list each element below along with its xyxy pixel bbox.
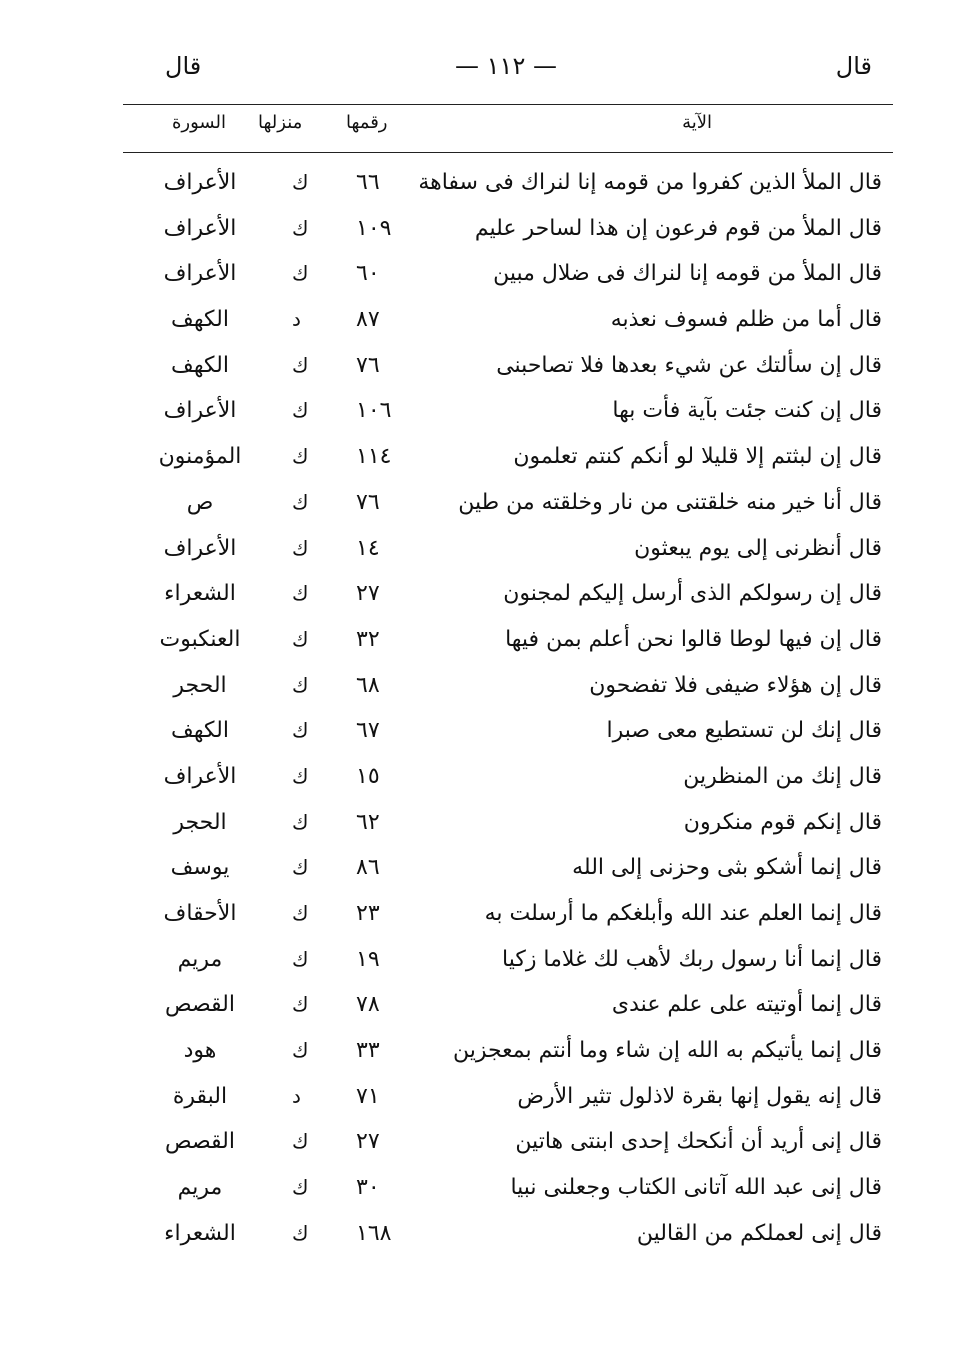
table-row bbox=[120, 895, 892, 941]
verse-text: قال الملأ من قوم فرعون إن هذا لساحر عليم bbox=[474, 215, 882, 241]
verse-number: ١٠٦ bbox=[356, 398, 392, 424]
verse-number: ٦٧ bbox=[356, 718, 380, 744]
table-row bbox=[120, 621, 892, 667]
verse-text: قال إنما أوتيته على علم عندى bbox=[611, 992, 882, 1018]
verse-number: ٧٦ bbox=[356, 489, 380, 515]
surah-name: الأعراف bbox=[163, 261, 237, 287]
verse-text: قال إن رسولكم الذى أرسل إليكم لمجنون bbox=[503, 581, 882, 607]
table-row bbox=[120, 530, 892, 576]
revelation-place: ك bbox=[292, 581, 309, 606]
column-header-surah: السورة bbox=[172, 112, 226, 133]
table-row bbox=[120, 941, 892, 987]
revelation-place: ك bbox=[292, 718, 309, 743]
surah-name: القصص bbox=[165, 1129, 235, 1155]
verse-number: ١٥ bbox=[356, 763, 380, 789]
verse-number: ٧٦ bbox=[356, 352, 380, 378]
revelation-place: ك bbox=[292, 809, 309, 834]
surah-name: الكهف bbox=[171, 352, 229, 378]
revelation-place: د bbox=[292, 1083, 301, 1108]
verse-text: قال إن هؤلاء ضيفى فلا تفضحون bbox=[589, 672, 882, 698]
verse-text: قال إن كنت جئت بآية فأت بها bbox=[612, 398, 882, 424]
revelation-place: ك bbox=[292, 763, 309, 788]
revelation-place: ك bbox=[292, 672, 309, 697]
verse-text: قال إن سألتك عن شيء بعدها فلا تصاحبنى bbox=[496, 352, 882, 378]
column-header-place: منزلها bbox=[258, 112, 303, 133]
surah-name: الأعراف bbox=[163, 763, 237, 789]
surah-name: يوسف bbox=[170, 855, 230, 881]
table-row bbox=[120, 392, 892, 438]
revelation-place: ك bbox=[292, 398, 309, 423]
table-row bbox=[120, 849, 892, 895]
revelation-place: ك bbox=[292, 215, 309, 240]
verse-table bbox=[120, 164, 892, 1261]
column-header-number: رقمها bbox=[346, 112, 388, 133]
verse-text: قال أما من ظلم فسوف نعذبه bbox=[610, 307, 882, 333]
table-row bbox=[120, 301, 892, 347]
revelation-place: ك bbox=[292, 535, 309, 560]
verse-number: ٧٨ bbox=[356, 992, 380, 1018]
revelation-place: ك bbox=[292, 444, 309, 469]
table-row bbox=[120, 1215, 892, 1261]
surah-name: الكهف bbox=[171, 307, 229, 333]
table-row bbox=[120, 712, 892, 758]
verse-number: ٣٣ bbox=[356, 1038, 380, 1064]
revelation-place: ك bbox=[292, 1175, 309, 1200]
table-row bbox=[120, 255, 892, 301]
table-row bbox=[120, 575, 892, 621]
surah-name: المؤمنون bbox=[158, 444, 242, 470]
revelation-place: ك bbox=[292, 855, 309, 880]
verse-number: ١٦٨ bbox=[356, 1220, 392, 1246]
surah-name: الأحقاف bbox=[163, 901, 237, 926]
verse-text: قال إنما العلم عند الله وأبلغكم ما أرسلت به bbox=[484, 901, 882, 926]
revelation-place: د bbox=[292, 307, 301, 332]
column-header-divider bbox=[123, 152, 893, 153]
table-row bbox=[120, 1078, 892, 1124]
revelation-place: ك bbox=[292, 1038, 309, 1063]
verse-text: قال إنى أريد أن أنكحك إحدى ابنتى هاتين bbox=[515, 1129, 882, 1155]
surah-name: مريم bbox=[177, 946, 223, 972]
surah-name: الشعراء bbox=[164, 581, 236, 607]
revelation-place: ك bbox=[292, 1220, 309, 1245]
verse-text: قال الملأ الذين كفروا من قومه إنا لنراك فى سفاهة bbox=[418, 170, 882, 195]
verse-text: قال إنه يقول إنها بقرة لاذلول تثير الأرض bbox=[517, 1083, 882, 1109]
page-number: — ١١٢ — bbox=[455, 52, 557, 80]
verse-number: ٦٨ bbox=[356, 672, 380, 698]
surah-name: هود bbox=[183, 1038, 217, 1064]
page-header bbox=[120, 52, 892, 96]
table-row bbox=[120, 986, 892, 1032]
verse-text: قال إنما أشكو بثى وحزنى إلى الله bbox=[572, 855, 882, 881]
verse-text: قال إن فيها لوطا قالوا نحن أعلم بمن فيها bbox=[505, 626, 882, 652]
revelation-place: ك bbox=[292, 992, 309, 1017]
verse-number: ٣٠ bbox=[356, 1175, 380, 1201]
revelation-place: ك bbox=[292, 946, 309, 971]
surah-name: الأعراف bbox=[163, 398, 237, 424]
column-headers bbox=[120, 112, 892, 146]
surah-name: الحجر bbox=[173, 809, 227, 835]
revelation-place: ك bbox=[292, 626, 309, 651]
table-row bbox=[120, 438, 892, 484]
table-row bbox=[120, 210, 892, 256]
verse-number: ١٩ bbox=[356, 946, 380, 972]
surah-name: الأعراف bbox=[163, 535, 237, 561]
verse-number: ٨٧ bbox=[356, 307, 380, 333]
verse-number: ٢٣ bbox=[356, 901, 380, 926]
surah-name: القصص bbox=[165, 992, 235, 1018]
verse-text: قال إنما يأتيكم به الله إن شاء وما أنتم بمعجزين bbox=[452, 1038, 882, 1064]
header-divider bbox=[123, 104, 893, 105]
verse-number: ٦٦ bbox=[356, 170, 380, 195]
surah-name: الأعراف bbox=[163, 170, 237, 195]
surah-name: مريم bbox=[177, 1175, 223, 1201]
verse-number: ٢٧ bbox=[356, 1129, 380, 1155]
table-row bbox=[120, 667, 892, 713]
revelation-place: ك bbox=[292, 352, 309, 377]
verse-number: ١١٤ bbox=[356, 444, 392, 470]
revelation-place: ك bbox=[292, 261, 309, 286]
verse-text: قال إن لبثتم إلا قليلا لو أنكم كنتم تعلمون bbox=[513, 444, 882, 470]
table-row bbox=[120, 347, 892, 393]
surah-name: العنكبوت bbox=[159, 626, 241, 652]
table-row bbox=[120, 1169, 892, 1215]
column-header-verse: الآية bbox=[682, 112, 712, 133]
header-keyword-right: قال bbox=[835, 52, 872, 80]
surah-name: ص bbox=[186, 489, 214, 515]
verse-text: قال أنظرنى إلى يوم يبعثون bbox=[634, 535, 882, 561]
verse-text: قال إنى لعملكم من القالين bbox=[636, 1220, 882, 1246]
verse-text: قال إنى عبد الله آتانى الكتاب وجعلنى نبيا bbox=[510, 1175, 882, 1201]
table-row bbox=[120, 758, 892, 804]
verse-number: ٨٦ bbox=[356, 855, 380, 881]
surah-name: الشعراء bbox=[164, 1220, 236, 1246]
verse-text: قال أنا خير منه خلقتنى من نار وخلقته من طين bbox=[458, 489, 882, 515]
table-row bbox=[120, 1123, 892, 1169]
verse-number: ٣٢ bbox=[356, 626, 380, 652]
revelation-place: ك bbox=[292, 1129, 309, 1154]
surah-name: الكهف bbox=[171, 718, 229, 744]
table-row bbox=[120, 164, 892, 210]
verse-text: قال الملأ من قومه إنا لنراك فى ضلال مبين bbox=[493, 261, 882, 287]
verse-number: ١٤ bbox=[356, 535, 380, 561]
verse-number: ١٠٩ bbox=[356, 215, 392, 241]
header-keyword-left: قال bbox=[165, 52, 202, 80]
verse-number: ٦٠ bbox=[356, 261, 380, 287]
surah-name: الحجر bbox=[173, 672, 227, 698]
verse-number: ٦٢ bbox=[356, 809, 380, 835]
revelation-place: ك bbox=[292, 489, 309, 514]
revelation-place: ك bbox=[292, 170, 309, 194]
surah-name: الأعراف bbox=[163, 215, 237, 241]
table-row bbox=[120, 804, 892, 850]
verse-number: ٧١ bbox=[356, 1083, 380, 1109]
verse-text: قال إنما أنا رسول ربك لأهب لك غلاما زكيا bbox=[502, 946, 882, 972]
surah-name: البقرة bbox=[172, 1083, 228, 1109]
table-row bbox=[120, 484, 892, 530]
verse-text: قال إنكم قوم منكرون bbox=[683, 809, 882, 835]
verse-number: ٢٧ bbox=[356, 581, 380, 607]
revelation-place: ك bbox=[292, 901, 309, 925]
verse-text: قال إنك من المنظرين bbox=[683, 763, 882, 789]
table-row bbox=[120, 1032, 892, 1078]
verse-text: قال إنك لن تستطيع معى صبرا bbox=[606, 718, 882, 744]
